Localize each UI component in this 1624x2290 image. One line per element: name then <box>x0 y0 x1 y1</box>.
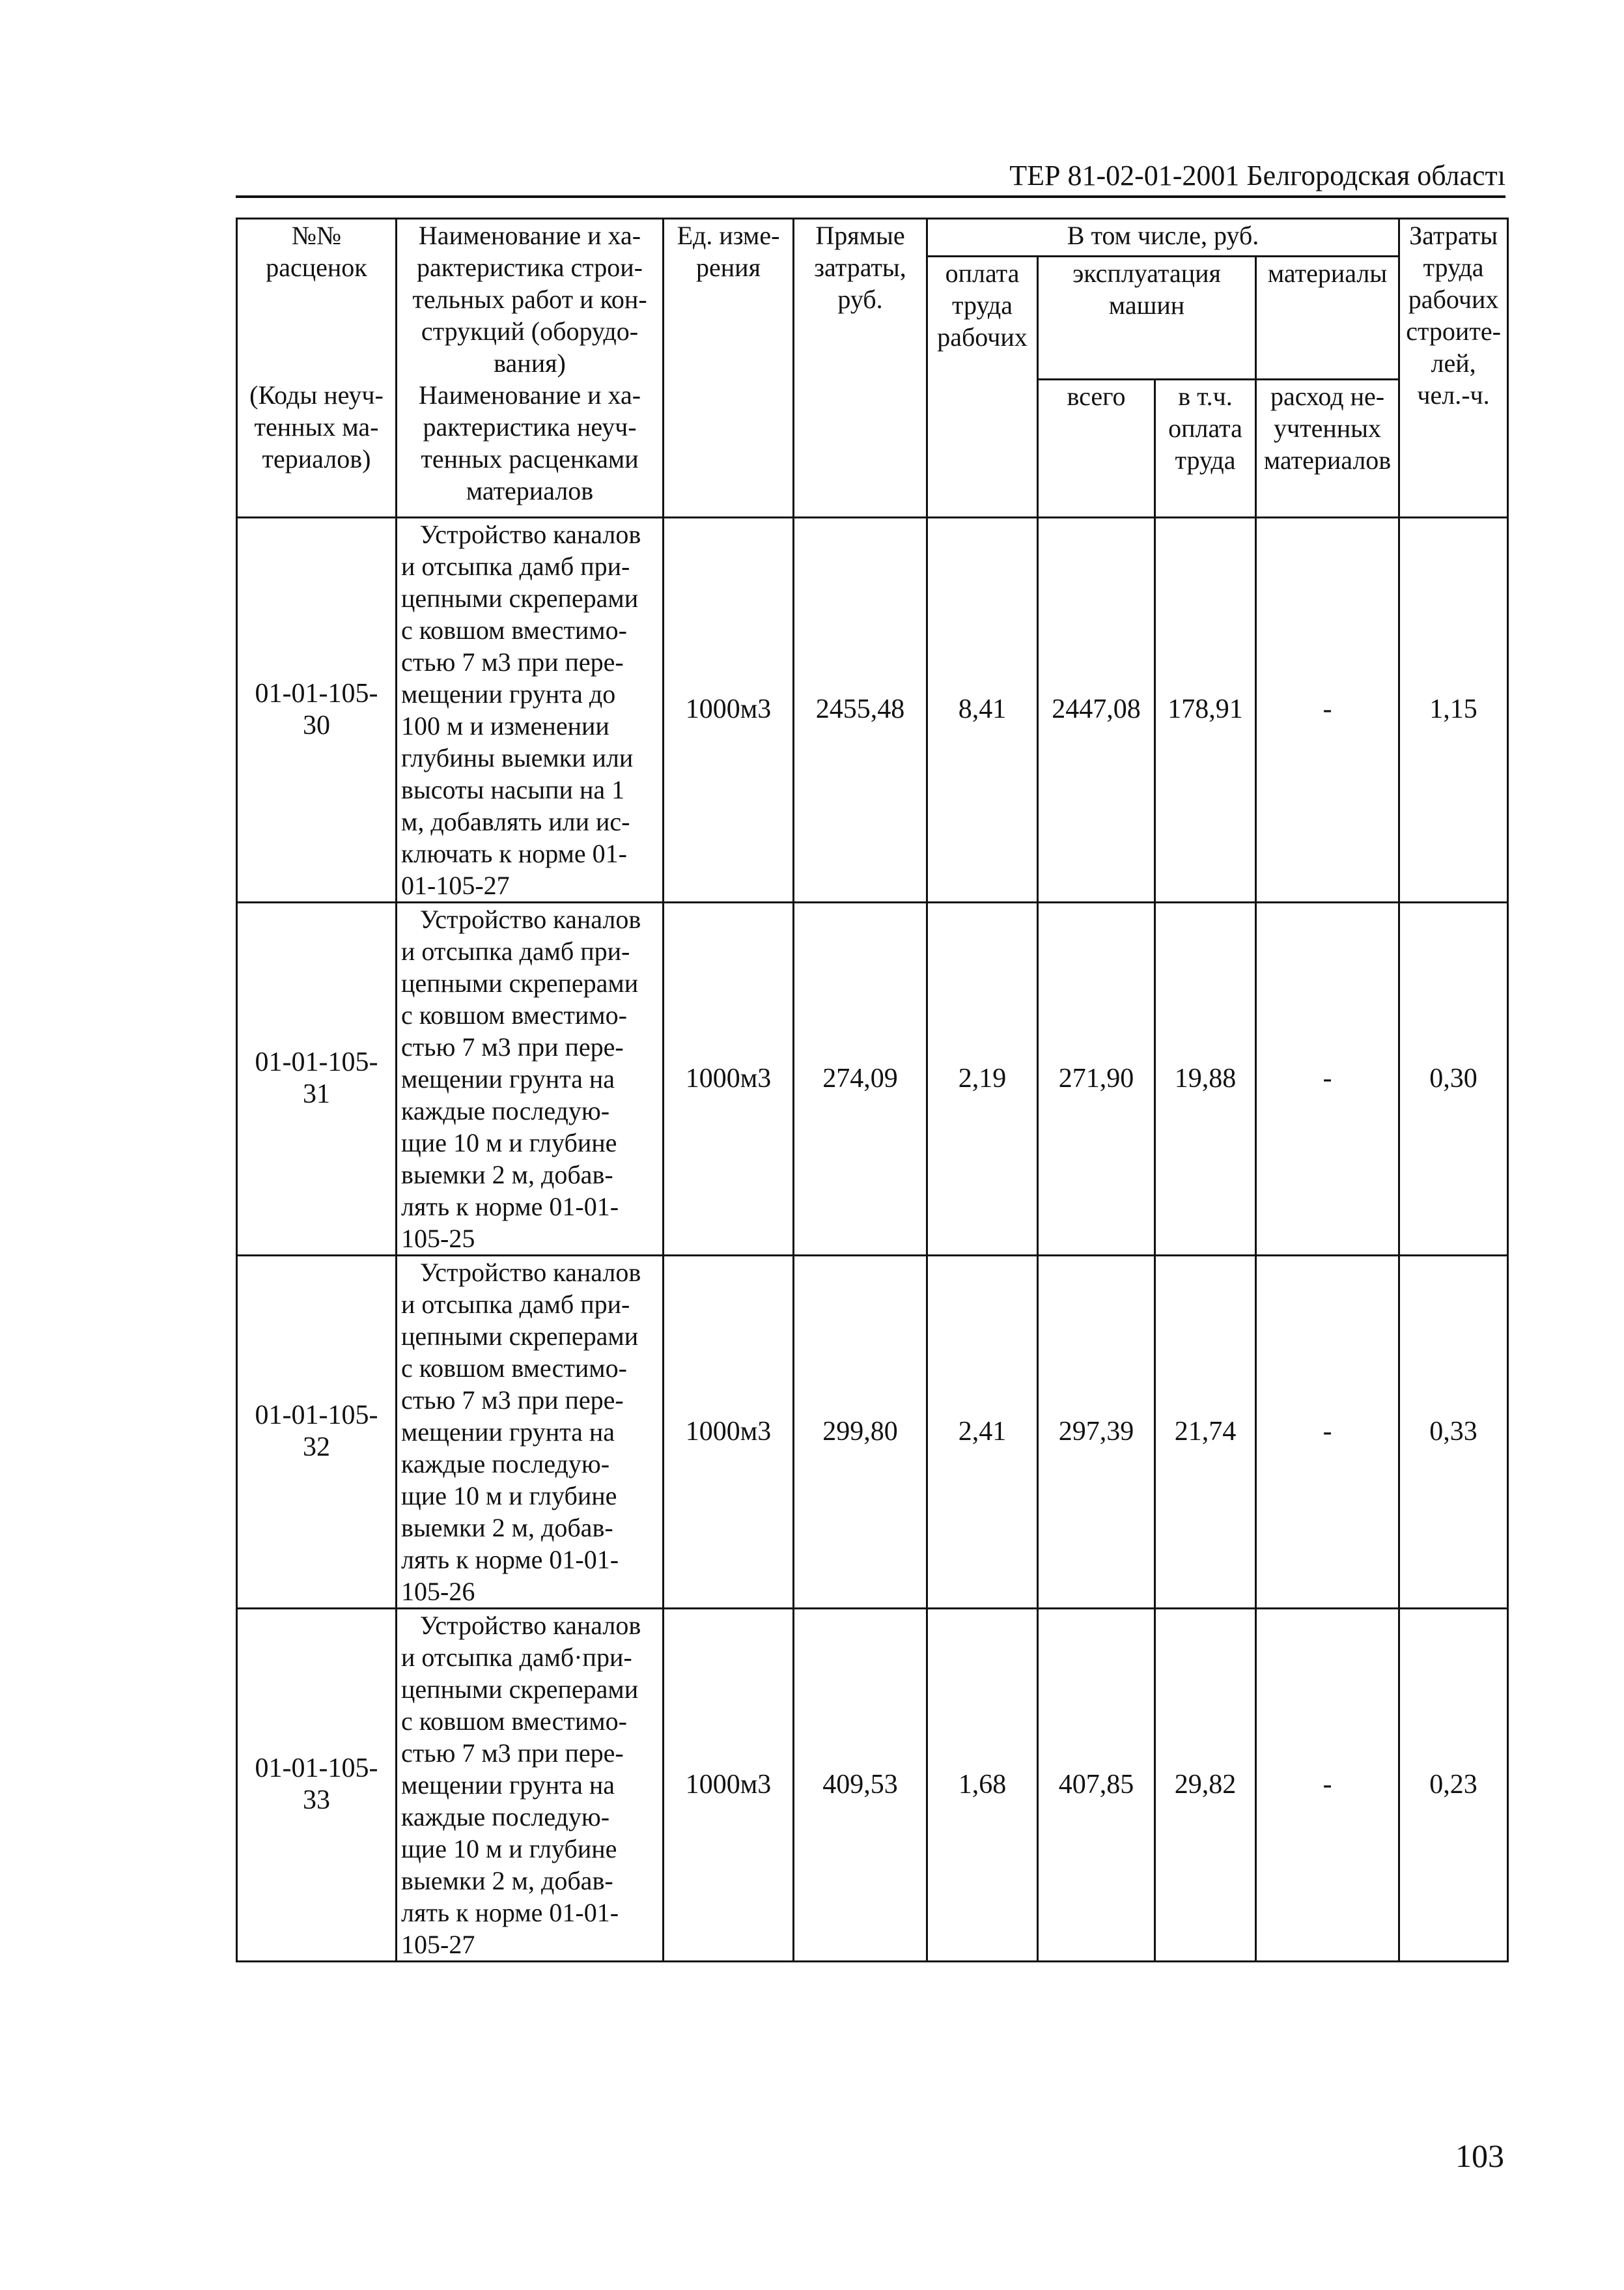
table-row <box>237 1255 1508 1608</box>
rate-name-first-line: Устройство каналов <box>419 1610 641 1640</box>
rate-name <box>397 902 664 1255</box>
header-wages: оплата труда рабочих <box>927 257 1038 518</box>
rate-unit: 1000м3 <box>664 1608 794 1961</box>
header-machines-wages: в т.ч. оплата труда <box>1155 379 1256 517</box>
rate-machines-total: 271,90 <box>1038 902 1155 1255</box>
rate-machines-wages: 19,88 <box>1155 902 1256 1255</box>
header-machines-total: всего <box>1038 379 1155 517</box>
rate-materials: - <box>1256 1608 1399 1961</box>
rate-materials: - <box>1256 517 1399 902</box>
header-labor: Затраты труда рабочих строите- лей, чел.-ч. <box>1399 219 1508 518</box>
rate-labor: 0,30 <box>1399 902 1508 1255</box>
table-header <box>237 219 1508 518</box>
rate-name-rest: и отсыпка дамб при- цепными скреперами с ковшом вместимо- стью 7 м3 при пере- мещении грунта на каждые последую- щие 10 м и глубине выемки 2 м, добав- лять к норме 01-01- 105-26 <box>401 1289 639 1606</box>
rate-code: 01-01-105- 33 <box>237 1608 397 1961</box>
rate-machines-wages: 178,91 <box>1155 517 1256 902</box>
rate-code: 01-01-105- 32 <box>237 1255 397 1608</box>
rate-wages: 2,19 <box>927 902 1038 1255</box>
rate-machines-wages: 29,82 <box>1155 1608 1256 1961</box>
rate-name-first-line: Устройство каналов <box>419 519 641 549</box>
table-row <box>237 517 1508 902</box>
table-body <box>237 517 1508 1961</box>
rate-name-first-line: Устройство каналов <box>419 904 641 934</box>
rates-table <box>236 218 1509 1962</box>
rate-machines-wages: 21,74 <box>1155 1255 1256 1608</box>
header-machines: эксплуатация машин <box>1038 257 1256 380</box>
header-including: В том числе, руб. <box>927 219 1399 257</box>
rate-unit: 1000м3 <box>664 517 794 902</box>
header-direct-costs: Прямые затраты, руб. <box>794 219 927 518</box>
rate-machines-total: 2447,08 <box>1038 517 1155 902</box>
header-rule <box>236 195 1505 198</box>
rate-name-rest: и отсыпка дамб·при- цепными скреперами с ковшом вместимо- стью 7 м3 при пере- мещении грунта на каждые последую- щие 10 м и глубине выемки 2 м, добав- лять к норме 01-01- 105-27 <box>401 1642 639 1959</box>
rate-labor: 0,33 <box>1399 1255 1508 1608</box>
rate-wages: 8,41 <box>927 517 1038 902</box>
rate-labor: 0,23 <box>1399 1608 1508 1961</box>
rate-name-first-line: Устройство каналов <box>419 1257 641 1287</box>
header-code-alt: (Коды неуч- тенных ма- териалов) <box>237 379 397 517</box>
header-code: №№ расценок <box>237 219 397 380</box>
document-header-title: ТЕР 81-02-01-2001 Белгородская областı <box>1009 160 1505 191</box>
rate-unit: 1000м3 <box>664 1255 794 1608</box>
rate-unit: 1000м3 <box>664 902 794 1255</box>
header-unit: Ед. изме- рения <box>664 219 794 518</box>
table-row <box>237 902 1508 1255</box>
rate-direct-costs: 274,09 <box>794 902 927 1255</box>
page-number: 103 <box>1455 2138 1504 2174</box>
rate-code: 01-01-105- 31 <box>237 902 397 1255</box>
rate-wages: 2,41 <box>927 1255 1038 1608</box>
rate-name <box>397 1255 664 1608</box>
rate-name-rest: и отсыпка дамб при- цепными скреперами с ковшом вместимо- стью 7 м3 при пере- мещении грунта до 100 м и изменении глубины выемки или высоты насыпи на 1 м, добавлять или ис- ключать к норме 01- 01-105-27 <box>401 551 639 900</box>
rate-labor: 1,15 <box>1399 517 1508 902</box>
header-name: Наименование и ха- рактеристика строи- тельных работ и кон- струкций (оборудо- вания) <box>397 219 664 380</box>
header-materials: материалы <box>1256 257 1399 380</box>
rate-direct-costs: 2455,48 <box>794 517 927 902</box>
rate-wages: 1,68 <box>927 1608 1038 1961</box>
rate-name <box>397 517 664 902</box>
rate-direct-costs: 409,53 <box>794 1608 927 1961</box>
rate-machines-total: 407,85 <box>1038 1608 1155 1961</box>
table-row <box>237 1608 1508 1961</box>
rate-name <box>397 1608 664 1961</box>
rate-direct-costs: 299,80 <box>794 1255 927 1608</box>
rate-name-rest: и отсыпка дамб при- цепными скреперами с ковшом вместимо- стью 7 м3 при пере- мещении грунта на каждые последую- щие 10 м и глубине выемки 2 м, добав- лять к норме 01-01- 105-25 <box>401 936 639 1253</box>
rate-code: 01-01-105- 30 <box>237 517 397 902</box>
rate-materials: - <box>1256 902 1399 1255</box>
header-materials-alt: расход не- учтенных материалов <box>1256 379 1399 517</box>
rate-machines-total: 297,39 <box>1038 1255 1155 1608</box>
rate-materials: - <box>1256 1255 1399 1608</box>
header-name-alt: Наименование и ха- рактеристика неуч- тенных расценками материалов <box>397 379 664 517</box>
